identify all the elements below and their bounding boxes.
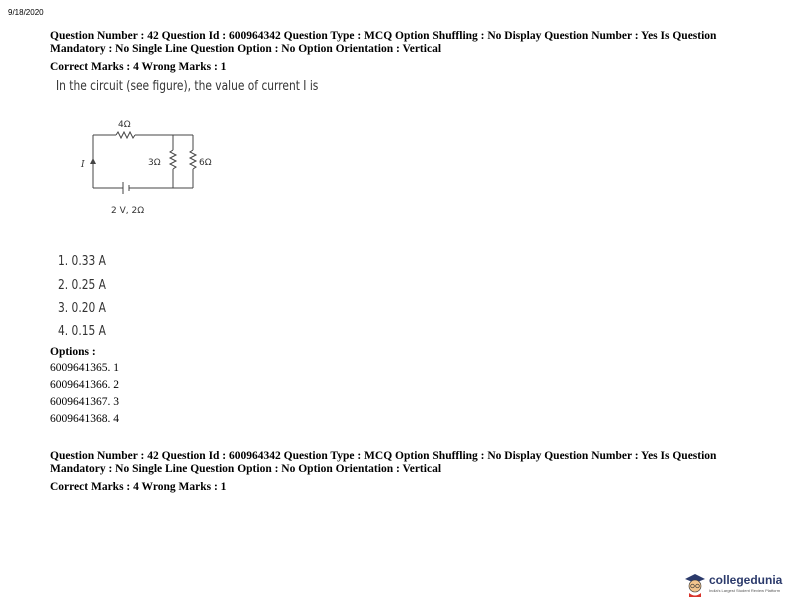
option-id-1: 6009641365. 1 [50,362,119,374]
collegedunia-logo [683,571,783,601]
meta2-line-1: Question Number : 42 Question Id : 600964342 Question Type : MCQ Option Shuffling : No Display Question Number : Yes Is Question [50,450,717,462]
label-r-mid: 3Ω [148,158,161,168]
option-id-4: 6009641368. 4 [50,413,119,425]
label-current: I [81,160,85,170]
label-battery: 2 V, 2Ω [111,206,145,216]
meta-line-1: Question Number : 42 Question Id : 600964342 Question Type : MCQ Option Shuffling : No Display Question Number : Yes Is Question [50,30,717,42]
graduate-mascot-icon [683,571,707,597]
answer-3: 3. 0.20 A [58,301,106,316]
print-date: 9/18/2020 [8,8,44,17]
question-meta-2 [50,450,760,476]
option-id-2: 6009641366. 2 [50,379,119,391]
label-r-right: 6Ω [199,158,212,168]
logo-tagline: India's Largest Student Review Platform [709,588,781,593]
question-meta-1 [50,30,760,56]
resistor-4-ohm [116,132,135,138]
current-arrow-icon [90,158,96,164]
meta-line-2: Mandatory : No Single Line Question Option : No Option Orientation : Vertical [50,43,442,55]
answer-2: 2. 0.25 A [58,278,106,293]
resistor-3-ohm [170,150,176,169]
options-heading: Options : [50,346,96,358]
question-text: In the circuit (see figure), the value of current I is [56,79,319,94]
resistor-6-ohm [190,150,196,169]
label-r-top: 4Ω [118,120,131,130]
marks-line-2: Correct Marks : 4 Wrong Marks : 1 [50,481,227,493]
answer-4: 4. 0.15 A [58,324,106,339]
logo-name: collegedunia [709,573,783,587]
marks-line-1: Correct Marks : 4 Wrong Marks : 1 [50,61,227,73]
option-id-3: 6009641367. 3 [50,396,119,408]
circuit-diagram [78,112,238,222]
meta2-line-2: Mandatory : No Single Line Question Option : No Option Orientation : Vertical [50,463,442,475]
answer-1: 1. 0.33 A [58,254,106,269]
